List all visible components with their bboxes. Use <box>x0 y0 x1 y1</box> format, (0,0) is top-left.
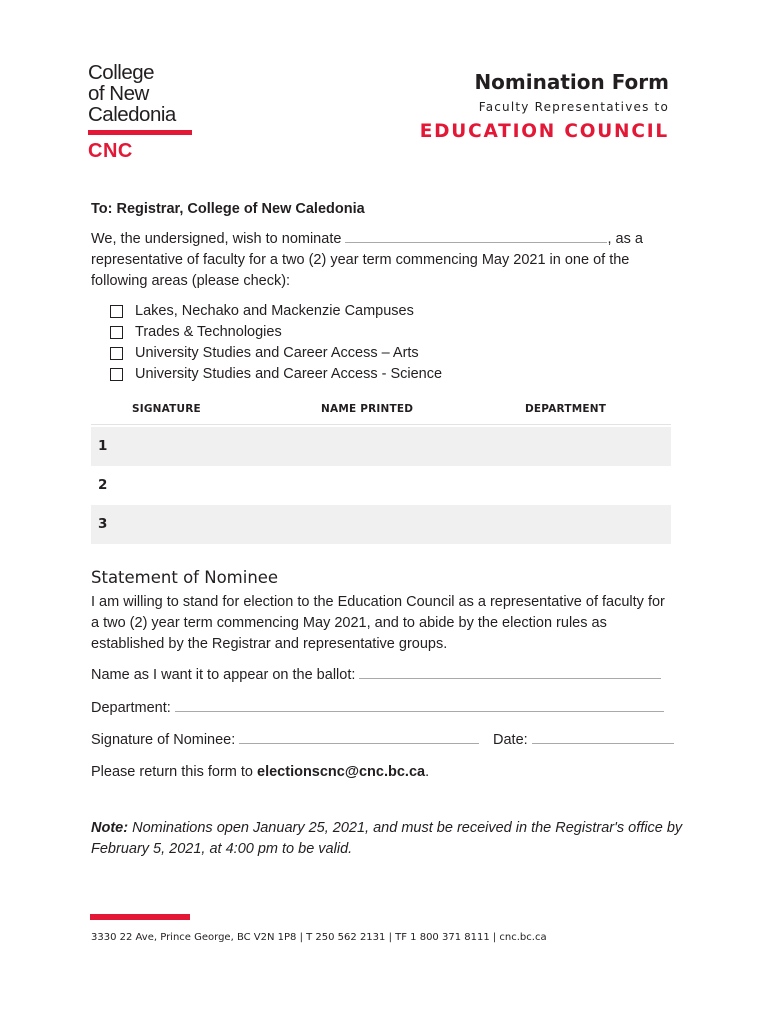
table-row[interactable] <box>91 505 671 544</box>
addressee-line: To: Registrar, College of New Caledonia <box>91 201 365 217</box>
logo-line-2: of New <box>88 82 149 105</box>
column-header-signature: SIGNATURE <box>132 403 201 415</box>
logo-red-bar <box>88 130 192 135</box>
area-option[interactable] <box>110 322 282 343</box>
area-option-label: University Studies and Career Access – Arts <box>135 345 419 361</box>
form-council-title: EDUCATION COUNCIL <box>419 121 669 142</box>
statement-paragraph <box>91 592 665 655</box>
table-row[interactable] <box>91 466 671 505</box>
row-number: 1 <box>98 438 108 454</box>
signature-field <box>91 729 479 751</box>
logo-line-1: College <box>88 61 155 84</box>
row-number: 2 <box>98 477 108 493</box>
return-instructions <box>91 762 429 783</box>
date-field <box>493 729 674 751</box>
logo-line-3: Caledonia <box>88 103 176 126</box>
note-line-1: Nominations open January 25, 2021, and must be received in the Registrar's office by <box>128 820 683 836</box>
checkbox[interactable] <box>110 347 123 360</box>
statement-line-3: established by the Registrar and representative groups. <box>91 636 448 652</box>
nominate-prefix: We, the undersigned, wish to nominate <box>91 231 342 247</box>
checkbox[interactable] <box>110 368 123 381</box>
statement-line-1: I am willing to stand for election to the Education Council as a representative of faculty for <box>91 594 665 610</box>
area-option-label: Trades & Technologies <box>135 324 282 340</box>
return-suffix: . <box>425 764 430 780</box>
department-label: Department: <box>91 700 171 716</box>
area-option-label: Lakes, Nechako and Mackenzie Campuses <box>135 303 414 319</box>
checkbox[interactable] <box>110 326 123 339</box>
area-option[interactable] <box>110 364 442 385</box>
date-line[interactable] <box>532 729 674 744</box>
nomination-paragraph <box>91 228 643 292</box>
department-field <box>91 697 664 719</box>
note-line-2: February 5, 2021, at 4:00 pm to be valid. <box>91 841 353 857</box>
logo-wordmark: CNC <box>88 140 133 162</box>
nominate-line-3: following areas (please check): <box>91 273 291 289</box>
note-label: Note: <box>91 820 129 836</box>
form-subtitle: Faculty Representatives to <box>478 100 669 114</box>
college-logo-text <box>88 62 176 125</box>
department-line[interactable] <box>175 697 664 712</box>
area-option[interactable] <box>110 301 414 322</box>
column-header-name: NAME PRINTED <box>321 403 414 415</box>
footer-address: 3330 22 Ave, Prince George, BC V2N 1P8 | T 250 562 2131 | TF 1 800 371 8111 | cnc.bc.ca <box>91 932 547 943</box>
footer-red-bar <box>90 914 190 920</box>
ballot-name-line[interactable] <box>359 664 661 679</box>
ballot-name-label: Name as I want it to appear on the ballot: <box>91 667 356 683</box>
column-header-department: DEPARTMENT <box>525 403 607 415</box>
table-header-rule <box>91 424 671 425</box>
form-title: Nomination Form <box>474 70 669 94</box>
return-prefix: Please return this form to <box>91 764 258 780</box>
nominee-name-line[interactable] <box>345 228 607 243</box>
row-number: 3 <box>98 516 108 532</box>
area-option-label: University Studies and Career Access - Science <box>135 366 443 382</box>
area-option[interactable] <box>110 343 419 364</box>
deadline-note <box>91 818 682 860</box>
date-label: Date: <box>493 732 528 748</box>
signature-line[interactable] <box>239 729 479 744</box>
nominate-line-2: representative of faculty for a two (2) year term commencing May 2021 in one of the <box>91 252 630 268</box>
nominate-suffix: , as a <box>607 231 643 247</box>
table-row[interactable] <box>91 427 671 466</box>
statement-line-2: a two (2) year term commencing May 2021, and to abide by the election rules as <box>91 615 607 631</box>
checkbox[interactable] <box>110 305 123 318</box>
statement-title: Statement of Nominee <box>91 568 279 587</box>
return-email-link[interactable]: electionscnc@cnc.bc.ca <box>257 764 426 780</box>
ballot-name-field <box>91 664 661 686</box>
signature-label: Signature of Nominee: <box>91 732 236 748</box>
